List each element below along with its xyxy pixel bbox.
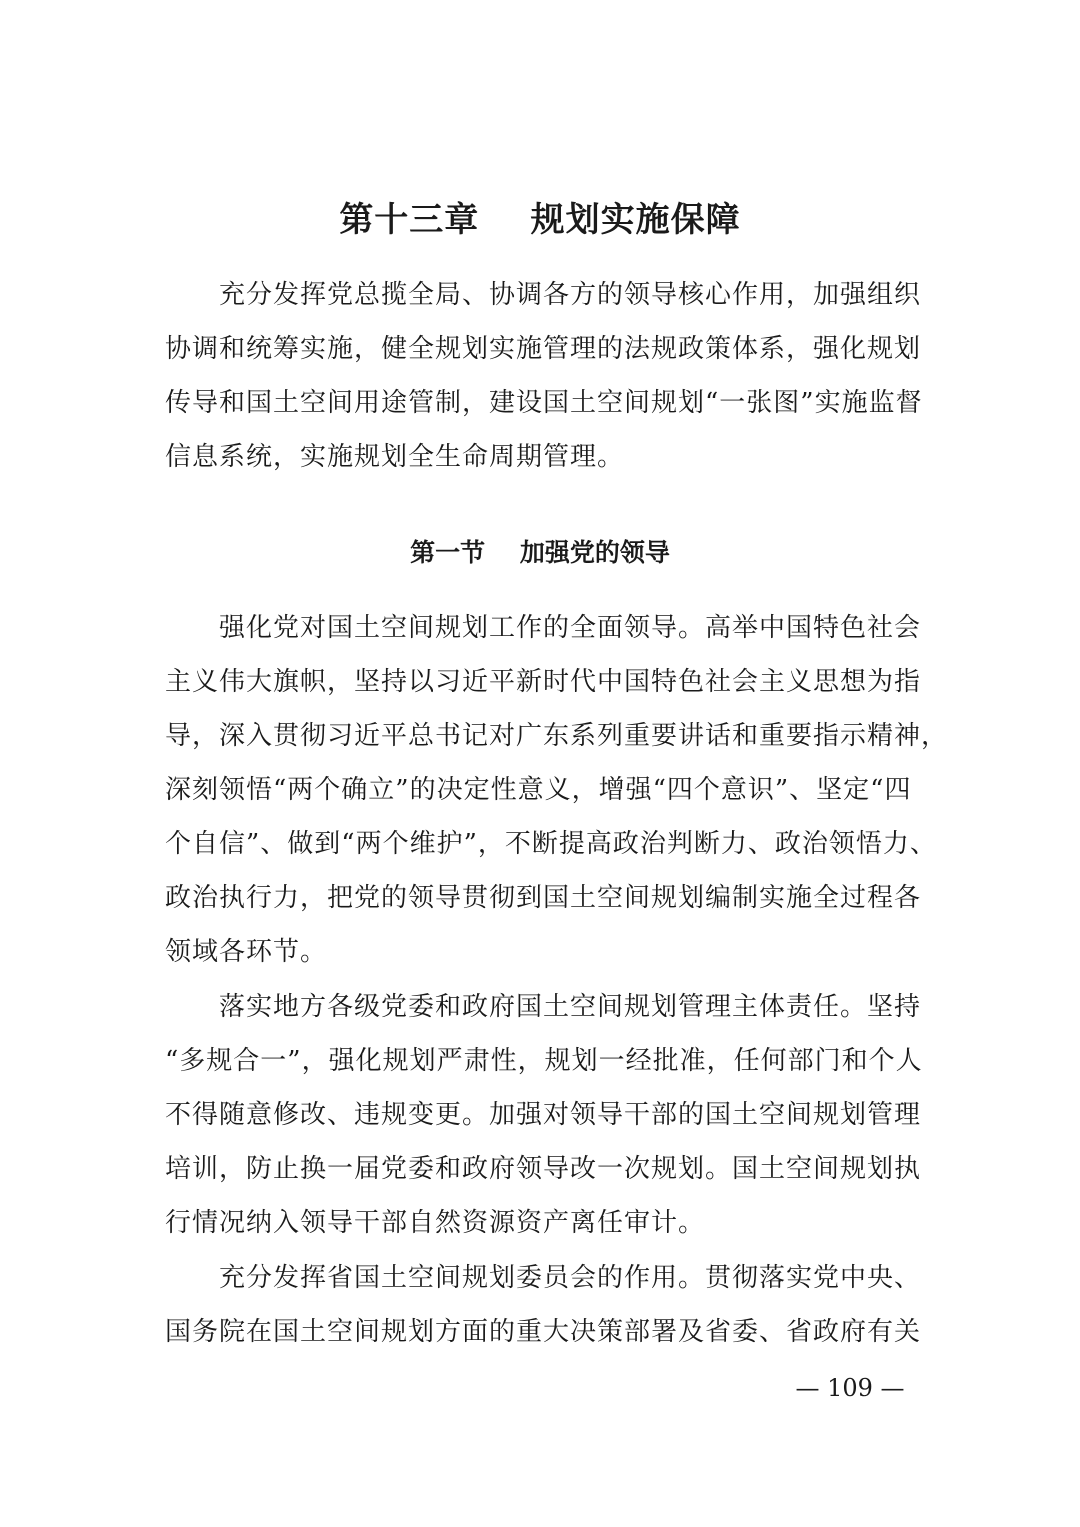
paragraph-line: 落实地方各级党委和政府国土空间规划管理主体责任。坚持 <box>219 992 922 1022</box>
party-leadership-paragraph <box>165 601 949 979</box>
responsibility-paragraph <box>165 980 925 1250</box>
committee-paragraph <box>165 1251 925 1359</box>
paragraph-line: 政治执行力，把党的领导贯彻到国土空间规划编制实施全过程各 <box>165 883 922 913</box>
paragraph-line: 领域各环节。 <box>165 937 328 967</box>
paragraph-line: 强化党对国土空间规划工作的全面领导。高举中国特色社会 <box>219 613 922 643</box>
section-title: 第一节 加强党的领导 <box>410 538 670 567</box>
chapter-title: 第十三章 规划实施保障 <box>339 200 741 240</box>
page-number: — 109 — <box>795 1374 905 1402</box>
paragraph-line: 个自信”、做到“两个维护”，不断提高政治判断力、政治领悟力、 <box>165 829 937 859</box>
paragraph-line: 信息系统，实施规划全生命周期管理。 <box>165 442 625 472</box>
paragraph-line: 传导和国土空间用途管制，建设国土空间规划“一张图”实施监督 <box>165 388 923 418</box>
paragraph-line: 充分发挥党总揽全局、协调各方的领导核心作用，加强组织 <box>219 280 922 310</box>
paragraph-line: 行情况纳入领导干部自然资源资产离任审计。 <box>165 1208 706 1238</box>
intro-paragraph <box>165 268 925 484</box>
paragraph-line: 不得随意修改、违规变更。加强对领导干部的国土空间规划管理 <box>165 1100 922 1130</box>
paragraph-line: “多规合一”，强化规划严肃性，规划一经批准，任何部门和个人 <box>165 1046 923 1076</box>
paragraph-line: 主义伟大旗帜，坚持以习近平新时代中国特色社会主义思想为指 <box>165 667 922 697</box>
paragraph-line: 导，深入贯彻习近平总书记对广东系列重要讲话和重要指示精神， <box>165 721 949 751</box>
paragraph-line: 协调和统筹实施，健全规划实施管理的法规政策体系，强化规划 <box>165 334 922 364</box>
paragraph-line: 充分发挥省国土空间规划委员会的作用。贯彻落实党中央、 <box>219 1263 922 1293</box>
paragraph-line: 培训，防止换一届党委和政府领导改一次规划。国土空间规划执 <box>165 1154 922 1184</box>
paragraph-line: 国务院在国土空间规划方面的重大决策部署及省委、省政府有关 <box>165 1317 922 1347</box>
paragraph-line: 深刻领悟“两个确立”的决定性意义，增强“四个意识”、坚定“四 <box>165 775 912 805</box>
